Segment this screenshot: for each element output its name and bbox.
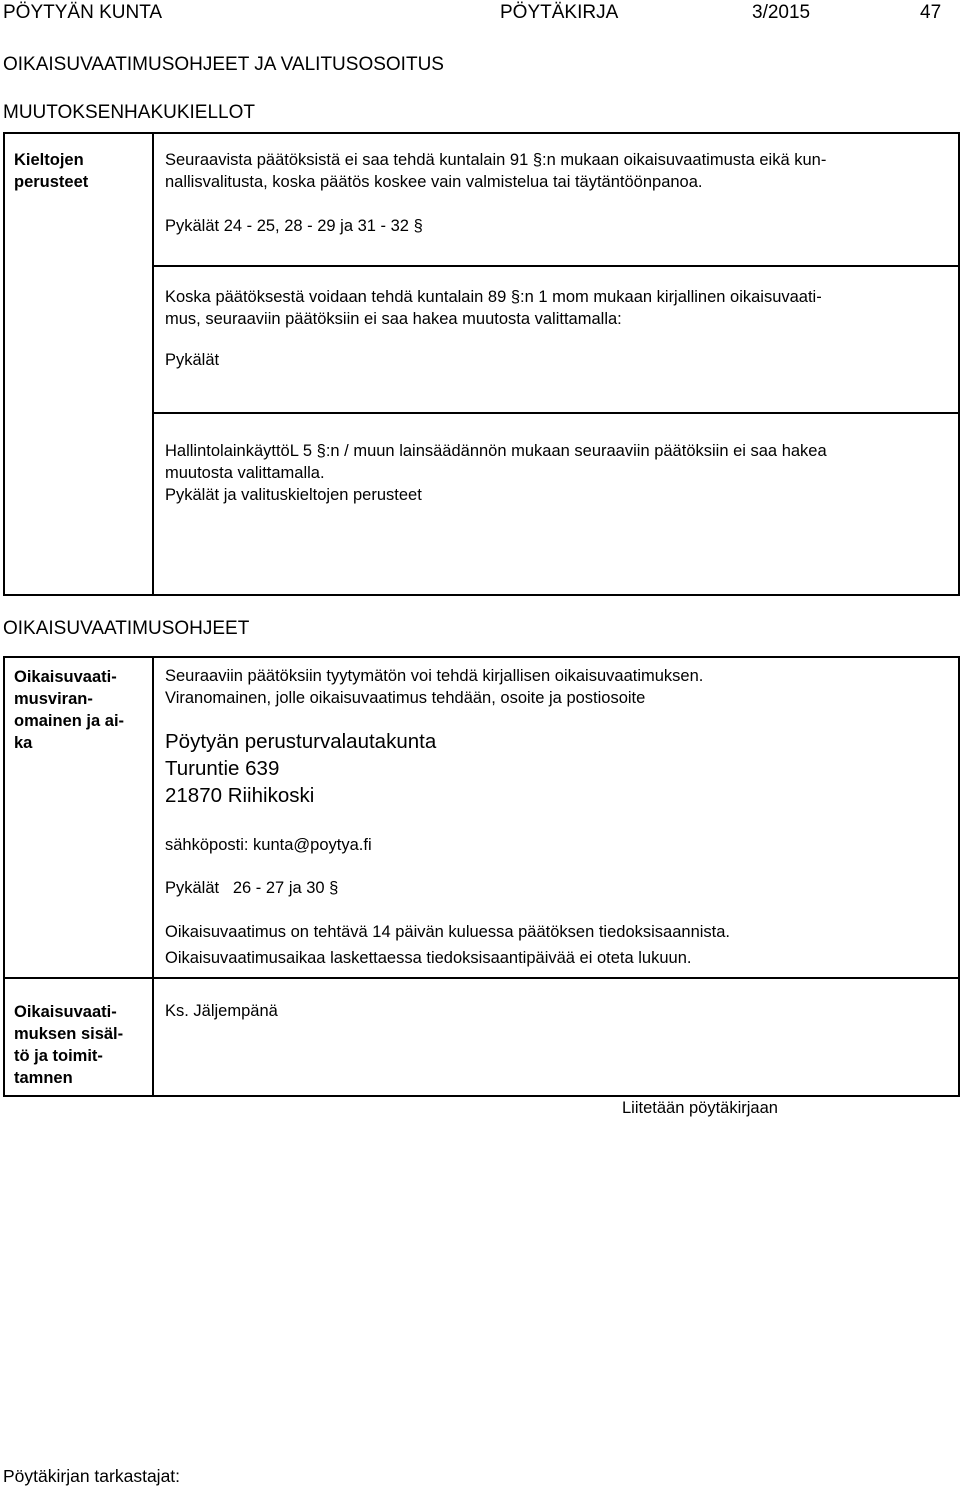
section1-row2-text: Koska päätöksestä voidaan tehdä kuntalain 89 §:n 1 mom mukaan kirjallinen oikaisuvaati- mus, seuraaviin päätöksiin ei saa hakea muutosta valittamalla:	[165, 288, 822, 328]
section2-content-text: Ks. Jäljempänä	[165, 1002, 278, 1020]
footer-reviewers: Pöytäkirjan tarkastajat:	[3, 1466, 181, 1486]
header-doc-type: PÖYTÄKIRJA	[500, 2, 619, 23]
section2-label-authority: Oikaisuvaati- musviran- omainen ja ai- ka	[14, 668, 125, 752]
section1-row-line	[152, 412, 960, 414]
section1-title: MUUTOKSENHAKUKIELLOT	[3, 102, 255, 123]
section2-divider	[152, 656, 154, 1097]
section2-deadline: Oikaisuvaatimus on tehtävä 14 päivän kuluessa päätöksen tiedoksisaannista. Oikaisuvaatimusaikaa laskettaessa tiedoksisaantipäivää ei oteta lukuun.	[165, 923, 731, 967]
section2-intro: Seuraaviin päätöksiin tyytymätön voi tehdä kirjallisen oikaisuvaatimuksen. Viranomainen, jolle oikaisuvaatimus tehdään, osoite ja postiosoite	[165, 667, 704, 707]
section1-label: Kieltojen perusteet	[14, 151, 89, 191]
section2-table	[3, 656, 960, 1097]
section2-email: sähköposti: kunta@poytya.fi	[165, 836, 372, 854]
header-org: PÖYTYÄN KUNTA	[3, 2, 163, 23]
section1-table	[3, 132, 960, 596]
section1-divider	[152, 132, 154, 596]
section2-label-content: Oikaisuvaati- muksen sisäl- tö ja toimit- tamnen	[14, 1003, 124, 1087]
section1-row3-text: HallintolainkäyttöL 5 §:n / muun lainsäädännön mukaan seuraaviin päätöksiin ei saa hakea muutosta valittamalla. Pykälät ja valituskieltojen perusteet	[165, 442, 827, 504]
header-page: 47	[920, 2, 942, 23]
section1-row-line	[152, 265, 960, 267]
section1-row1-text: Seuraavista päätöksistä ei saa tehdä kuntalain 91 §:n mukaan oikaisuvaatimusta eikä kun- nallisvalitusta, koska päätös koskee vain valmistelua tai täytäntöönpanoa.	[165, 151, 827, 191]
section2-title: OIKAISUVAATIMUSOHJEET	[3, 618, 250, 639]
main-title: OIKAISUVAATIMUSOHJEET JA VALITUSOSOITUS	[3, 54, 444, 75]
section1-row1-sections: Pykälät 24 - 25, 28 - 29 ja 31 - 32 §	[165, 217, 423, 235]
header-number: 3/2015	[752, 2, 811, 23]
section2-address: Pöytyän perusturvalautakunta Turuntie 639 21870 Riihikoski	[165, 730, 437, 807]
attachment-note: Liitetään pöytäkirjaan	[622, 1099, 778, 1117]
section2-sections: Pykälät 26 - 27 ja 30 §	[165, 879, 339, 897]
section2-row-line	[3, 977, 960, 979]
section1-row2-sections: Pykälät	[165, 351, 220, 369]
